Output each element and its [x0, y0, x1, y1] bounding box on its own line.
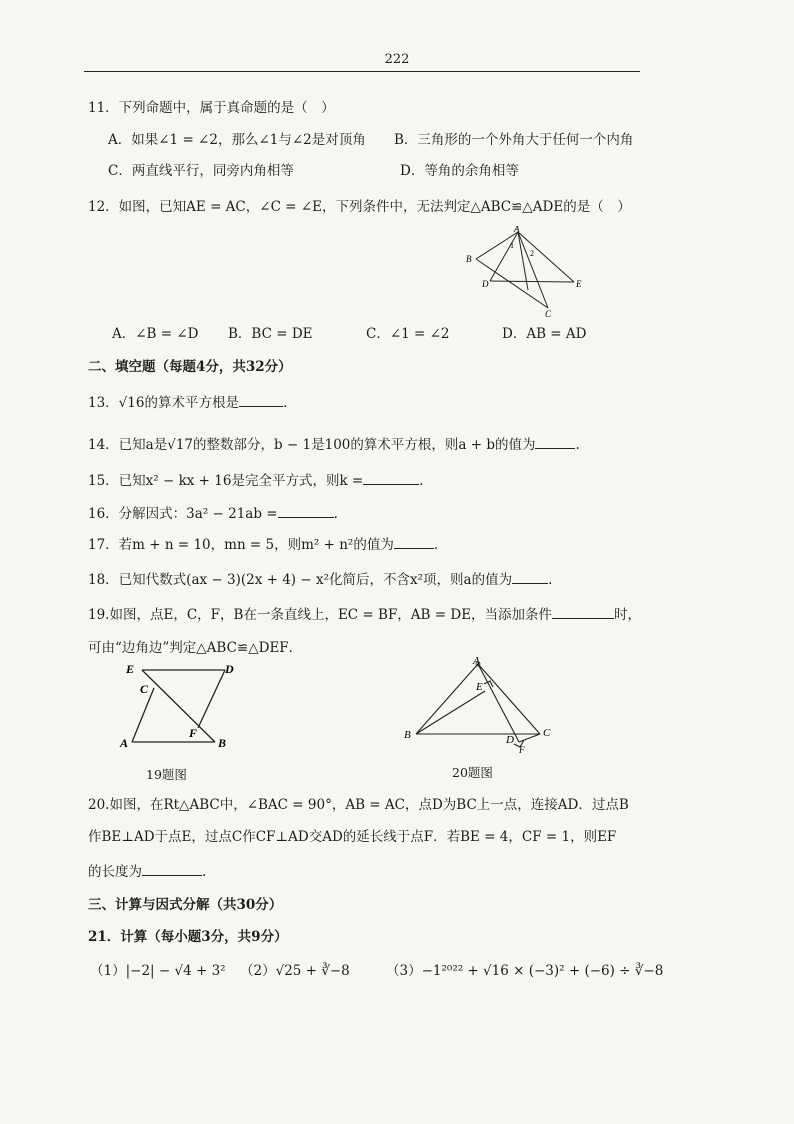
q12-label-e: E [576, 279, 582, 289]
q20-figure [400, 654, 560, 754]
q16-text: 16．分解因式：3a² − 21ab = [88, 506, 278, 522]
q20-line2: 作BE⊥AD于点E，过点C作CF⊥AD交AD的延长线于点F．若BE = 4，CF = 1，则EF [88, 829, 617, 845]
q18 [88, 570, 552, 589]
section2-title: 二、填空题（每题4分，共32分） [88, 359, 292, 375]
q19-label-d: D [225, 662, 234, 676]
q19-label-f: F [189, 726, 198, 740]
q19-label-e: E [126, 662, 135, 676]
section3-title: 三、计算与因式分解（共30分） [88, 897, 283, 913]
q12-label-2: 2 [530, 249, 534, 258]
q19-end: 时， [614, 607, 642, 623]
q18-end: . [548, 572, 553, 588]
q12-option-b: B．BC = DE [228, 326, 313, 342]
q15-blank [363, 471, 419, 485]
q20-end: . [202, 864, 207, 880]
q14-end: . [575, 437, 580, 453]
q17 [88, 535, 438, 554]
q20-label-e: E [476, 681, 483, 693]
q20-blank [142, 862, 202, 876]
q12-label-1: 1 [510, 241, 514, 250]
q19-text: 19.如图，点E，C，F，B在一条直线上，EC = BF，AB = DE，当添加条件 [88, 607, 553, 623]
q17-blank [394, 535, 434, 549]
q16-blank [278, 504, 334, 518]
q15-end: . [419, 473, 424, 489]
q12-stem: 12．如图，已知AE = AC，∠C = ∠E，下列条件中，无法判定△ABC≌△ADE的是（ ） [88, 199, 631, 215]
q12-label-a: A [514, 226, 520, 234]
q19-line1 [88, 605, 641, 624]
q19-figure [118, 658, 248, 754]
q14-text: 14．已知a是√17的整数部分，b − 1是100的算术平方根，则a + b的值为 [88, 437, 536, 453]
q12-option-a: A．∠B = ∠D [112, 326, 199, 342]
q13-end: . [282, 395, 288, 411]
header-rule [84, 71, 640, 72]
q19-blank [552, 605, 614, 619]
q16 [88, 504, 338, 523]
q11-option-b: B．三角形的一个外角大于任何一个内角 [394, 132, 634, 148]
q12-option-d: D．AB = AD [502, 326, 587, 342]
q17-end: . [433, 537, 439, 553]
q12-label-b: B [466, 254, 472, 264]
q13 [88, 393, 287, 412]
q21-part1: （1）|−2| − √4 + 3² [90, 963, 226, 979]
q19-caption: 19题图 [146, 767, 187, 782]
q20-text: 的长度为 [88, 864, 142, 880]
q20-label-f: F [519, 745, 525, 754]
q19-label-a: A [120, 736, 129, 750]
q20-label-a: A [473, 655, 480, 667]
q12-label-c: C [545, 309, 552, 318]
q14-blank [535, 435, 575, 449]
q20-label-c: C [543, 727, 551, 739]
q19-line2: 可由“边角边”判定△ABC≌△DEF． [88, 640, 303, 656]
q13-blank [239, 393, 283, 407]
q18-blank [512, 570, 548, 584]
q21-stem: 21．计算（每小题3分，共9分） [88, 929, 288, 945]
q19-label-c: C [140, 682, 149, 696]
q20-caption: 20题图 [452, 765, 493, 780]
q21-part2: （2）√25 + ∛−8 [240, 963, 350, 979]
q19-label-b: B [218, 736, 227, 750]
q12-option-c: C．∠1 = ∠2 [366, 326, 450, 342]
q20-line1: 20.如图，在Rt△ABC中，∠BAC = 90°，AB = AC，点D为BC上一点，连接AD．过点B [88, 797, 629, 813]
q13-text: 13．√16的算术平方根是 [88, 395, 239, 411]
q12-figure [462, 226, 592, 318]
q11-stem: 11．下列命题中，属于真命题的是（ ） [88, 100, 335, 116]
q20-label-d: D [506, 734, 514, 746]
q18-text: 18．已知代数式(ax − 3)(2x + 4) − x²化简后，不含x²项，则a的值为 [88, 572, 513, 588]
q21-part3: （3）−1²⁰²² + √16 × (−3)² + (−6) ÷ ∛−8 [386, 963, 664, 979]
q15 [88, 471, 424, 490]
q11-option-a: A．如果∠1 = ∠2，那么∠1与∠2是对顶角 [108, 132, 366, 148]
q12-label-d: D [482, 279, 489, 289]
q17-text: 17．若m + n = 10，mn = 5，则m² + n²的值为 [88, 537, 394, 553]
q16-end: . [333, 506, 338, 522]
q20-line3 [88, 862, 206, 881]
q20-label-b: B [404, 729, 411, 741]
page-number: 222 [384, 52, 410, 67]
q11-option-d: D．等角的余角相等 [400, 163, 519, 179]
q11-option-c: C．两直线平行，同旁内角相等 [108, 163, 294, 179]
q15-text: 15．已知x² − kx + 16是完全平方式，则k = [88, 473, 364, 489]
q14 [88, 435, 580, 454]
